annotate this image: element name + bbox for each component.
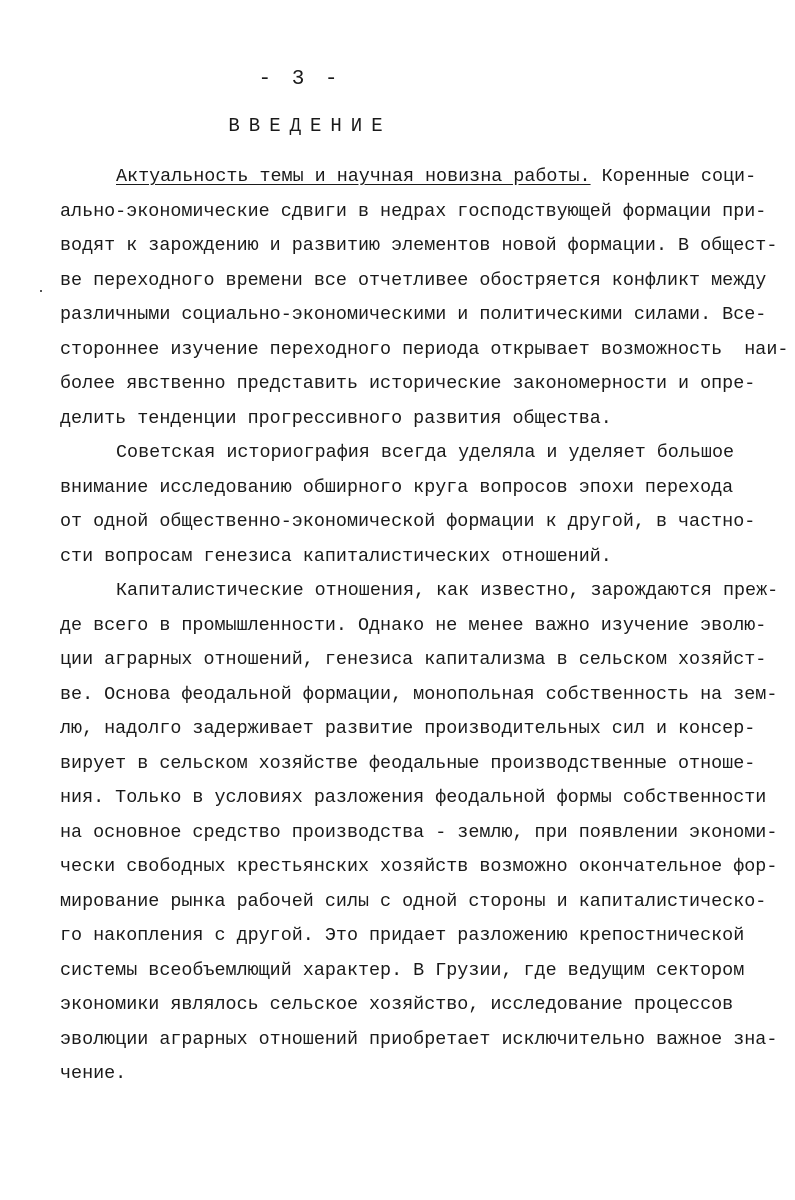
body-text: [60, 160, 789, 1092]
paragraph-2-line: от одной общественно-экономической формации к другой, в частно-: [60, 511, 756, 532]
paragraph-3-line: де всего в промышленности. Однако не менее важно изучение эволю-: [60, 614, 767, 636]
paragraph-2-line: сти вопросам генезиса капиталистических отношений.: [60, 545, 612, 567]
paragraph-3-line: го накопления с другой. Это придает разложению крепостнической: [60, 925, 745, 946]
paragraph-1-line: [60, 160, 760, 195]
paragraph-1-line-text: Коренные соци-: [590, 166, 757, 187]
paragraph-1-line: ально-экономические сдвиги в недрах господствующей формации при-: [60, 200, 767, 222]
paragraph-1-line: водят к зарождению и развитию элементов новой формации. В общест-: [60, 235, 778, 256]
paragraph-3-line: вирует в сельском хозяйстве феодальные производственные отноше-: [60, 752, 756, 774]
paragraph-1-line: стороннее изучение переходного периода открывает возможность наи-: [60, 338, 789, 360]
paragraph-3-line: ния. Только в условиях разложения феодальной формы собственности: [60, 787, 767, 808]
margin-mark: [40, 290, 42, 292]
paragraph-3-line: ве. Основа феодальной формации, монопольная собственность на зем-: [60, 683, 778, 705]
paragraph-3-line: лю, надолго задерживает развитие производительных сил и консер-: [60, 718, 756, 739]
page-number: - 3 -: [258, 68, 342, 91]
paragraph-3-line: Капиталистические отношения, как известно, зарождаются преж-: [116, 580, 779, 601]
paragraph-3-line: на основное средство производства - землю, при появлении экономи-: [60, 821, 778, 843]
section-subtitle: Актуальность темы и научная новизна работы.: [116, 166, 591, 187]
paragraph-1-line: более явственно представить исторические закономерности и опре-: [60, 373, 756, 394]
paragraph-2-line: внимание исследованию обширного круга вопросов эпохи перехода: [60, 476, 734, 498]
paragraph-3-line: мирование рынка рабочей силы с одной стороны и капиталистическо-: [60, 890, 767, 912]
paragraph-3-line: экономики являлось сельское хозяйство, исследование процессов: [60, 994, 734, 1015]
paragraph-1-line: делить тенденции прогрессивного развития общества.: [60, 407, 612, 429]
paragraph-1-line: ве переходного времени все отчетливее обостряется конфликт между: [60, 269, 767, 291]
paragraph-3-line: ции аграрных отношений, генезиса капитализма в сельском хозяйст-: [60, 649, 767, 670]
paragraph-3-line: системы всеобъемлющий характер. В Грузии, где ведущим сектором: [60, 959, 745, 981]
paragraph-3-line: чески свободных крестьянских хозяйств возможно окончательное фор-: [60, 856, 778, 877]
paragraph-2-line: Советская историография всегда уделяла и уделяет большое: [116, 442, 735, 463]
page-title: ВВЕДЕНИЕ: [228, 115, 392, 137]
paragraph-3-line: чение.: [60, 1063, 127, 1084]
paragraph-3-line: эволюции аграрных отношений приобретает исключительно важное зна-: [60, 1028, 778, 1050]
paragraph-1-line: различными социально-экономическими и политическими силами. Все-: [60, 304, 767, 325]
